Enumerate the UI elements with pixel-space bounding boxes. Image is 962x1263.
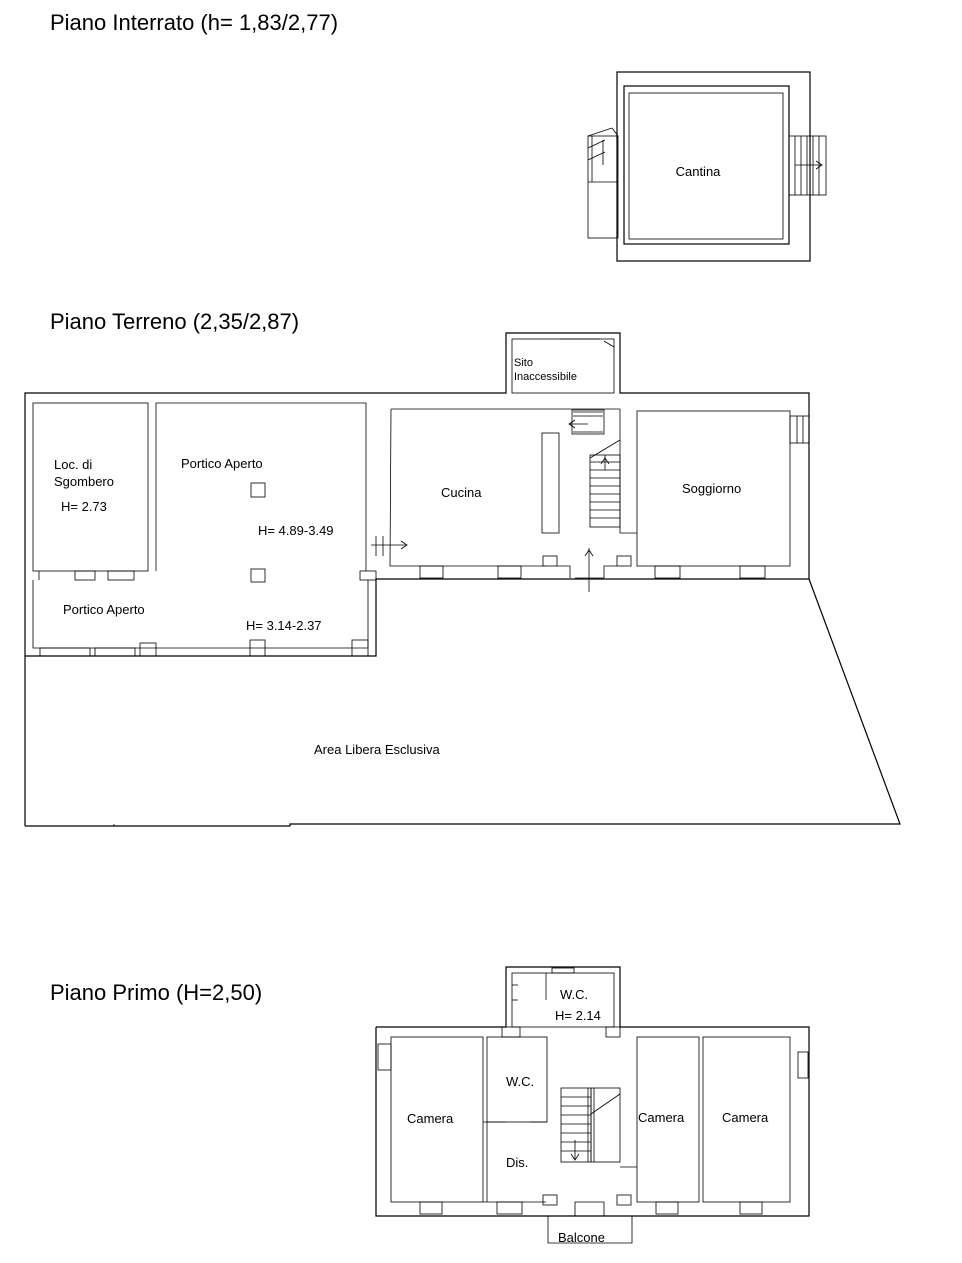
room-soggiorno: Soggiorno bbox=[682, 481, 742, 496]
basement-floor bbox=[50, 10, 826, 261]
room-portico-lower-height: H= 3.14-2.37 bbox=[246, 618, 322, 633]
first-floor-title: Piano Primo (H=2,50) bbox=[50, 980, 263, 1005]
room-camera-mid: Camera bbox=[638, 1110, 685, 1125]
room-portico-lower: Portico Aperto bbox=[63, 602, 145, 617]
room-loc-line2: Sgombero bbox=[54, 474, 114, 489]
room-dis: Dis. bbox=[506, 1155, 529, 1170]
room-portico-upper: Portico Aperto bbox=[181, 456, 263, 471]
ground-walls bbox=[25, 333, 900, 826]
ground-floor bbox=[25, 309, 900, 826]
room-wc-top: W.C. bbox=[560, 987, 589, 1002]
room-camera-right: Camera bbox=[722, 1110, 769, 1125]
room-loc-line1: Loc. di bbox=[54, 457, 93, 472]
area-libera-esclusiva: Area Libera Esclusiva bbox=[314, 742, 440, 757]
room-wc-inner: W.C. bbox=[506, 1074, 535, 1089]
room-balcone: Balcone bbox=[558, 1230, 605, 1245]
room-wc-top-height: H= 2.14 bbox=[555, 1008, 601, 1023]
room-sito-line1: Sito bbox=[514, 357, 533, 369]
basement-floor-title: Piano Interrato (h= 1,83/2,77) bbox=[50, 10, 339, 35]
room-loc-height: H= 2.73 bbox=[61, 499, 107, 514]
room-camera-left: Camera bbox=[407, 1111, 454, 1126]
room-portico-upper-height: H= 4.89-3.49 bbox=[258, 523, 334, 538]
room-sito-line2: Inaccessibile bbox=[514, 371, 577, 383]
room-cantina: Cantina bbox=[675, 164, 721, 179]
room-cucina: Cucina bbox=[441, 485, 482, 500]
ground-labels bbox=[54, 357, 741, 757]
ground-floor-title: Piano Terreno (2,35/2,87) bbox=[50, 309, 300, 334]
first-floor bbox=[50, 967, 809, 1245]
